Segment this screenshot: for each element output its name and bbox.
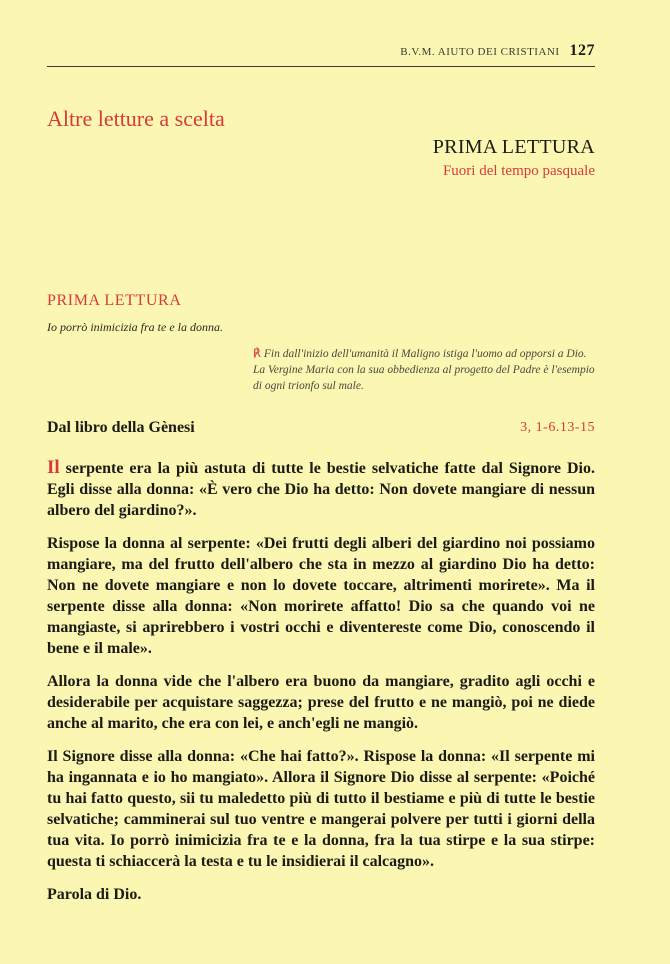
page-number: 127 — [569, 42, 595, 59]
reading-title: PRIMA LETTURA — [432, 136, 595, 158]
reading-summary — [253, 346, 596, 394]
scripture-reference: 3, 1-6.13-15 — [520, 420, 595, 435]
paragraph-1-text: serpente era la più astuta di tutte le bestie selvatiche fatte dal Signore Dio. Egli disse alla donna: «È vero che Dio ha detto: Non dovete mangiare di nessun albero del giardino?». — [47, 460, 595, 519]
closing-formula: Parola di Dio. — [47, 886, 142, 903]
paragraph-2: Rispose la donna al serpente: «Dei frutti degli alberi del giardino noi possiamo mangiare, ma del frutto dell'albero che sta in mezzo al giardino Dio ha detto: Non ne dovete mangiare e non lo dovete toccare, altrimenti morirete». Ma il serpente disse alla donna: «Non morirete affatto! Dio sa che quando voi ne mangiaste, si aprirebbero i vostri occhi e diventereste come Dio, conoscendo il bene e il male». — [47, 535, 595, 657]
section-title: Altre letture a scelta — [47, 106, 225, 131]
paragraph-3: Allora la donna vide che l'albero era buono da mangiare, gradito agli occhi e desiderabile per acquistare saggezza; prese del frutto e ne mangiò, poi ne diede anche al marito, che era con lei, e anch'egli ne mangiò. — [47, 673, 595, 732]
antiphon: Io porrò inimicizia fra te e la donna. — [47, 320, 223, 334]
book-citation: Dal libro della Gènesi — [47, 419, 195, 436]
reading-label: PRIMA LETTURA — [47, 292, 182, 309]
reading-subtitle: Fuori del tempo pasquale — [442, 163, 595, 179]
drop-cap: Il — [47, 457, 60, 478]
paragraph-4: Il Signore disse alla donna: «Che hai fatto?». Rispose la donna: «Il serpente mi ha ingannata e io ho mangiato». Allora il Signore Dio disse al serpente: «Poiché tu hai fatto questo, sii tu maledetto più di tutto il bestiame e più di tutte le bestie selvatiche; camminerai sul tuo ventre e mangerai polvere per tutti i giorni della tua vita. Io porrò inimicizia fra te e la donna, fra la tua stirpe e la sua stirpe: questa ti schiaccerà la testa e tu le insidierai il calcagno». — [47, 748, 595, 870]
running-title: B.V.M. AIUTO DEI CRISTIANI — [400, 46, 560, 58]
running-header — [47, 42, 595, 60]
paragraph-1 — [47, 457, 595, 521]
reading-body — [47, 457, 595, 917]
response-mark-icon: ℟ — [253, 348, 261, 360]
header-rule — [47, 66, 595, 67]
summary-text: Fin dall'inizio dell'umanità il Maligno istiga l'uomo ad opporsi a Dio. La Vergine Maria con la sua obbedienza al progetto del Padre è l'esempio di ogni trionfo sul male. — [253, 348, 595, 392]
